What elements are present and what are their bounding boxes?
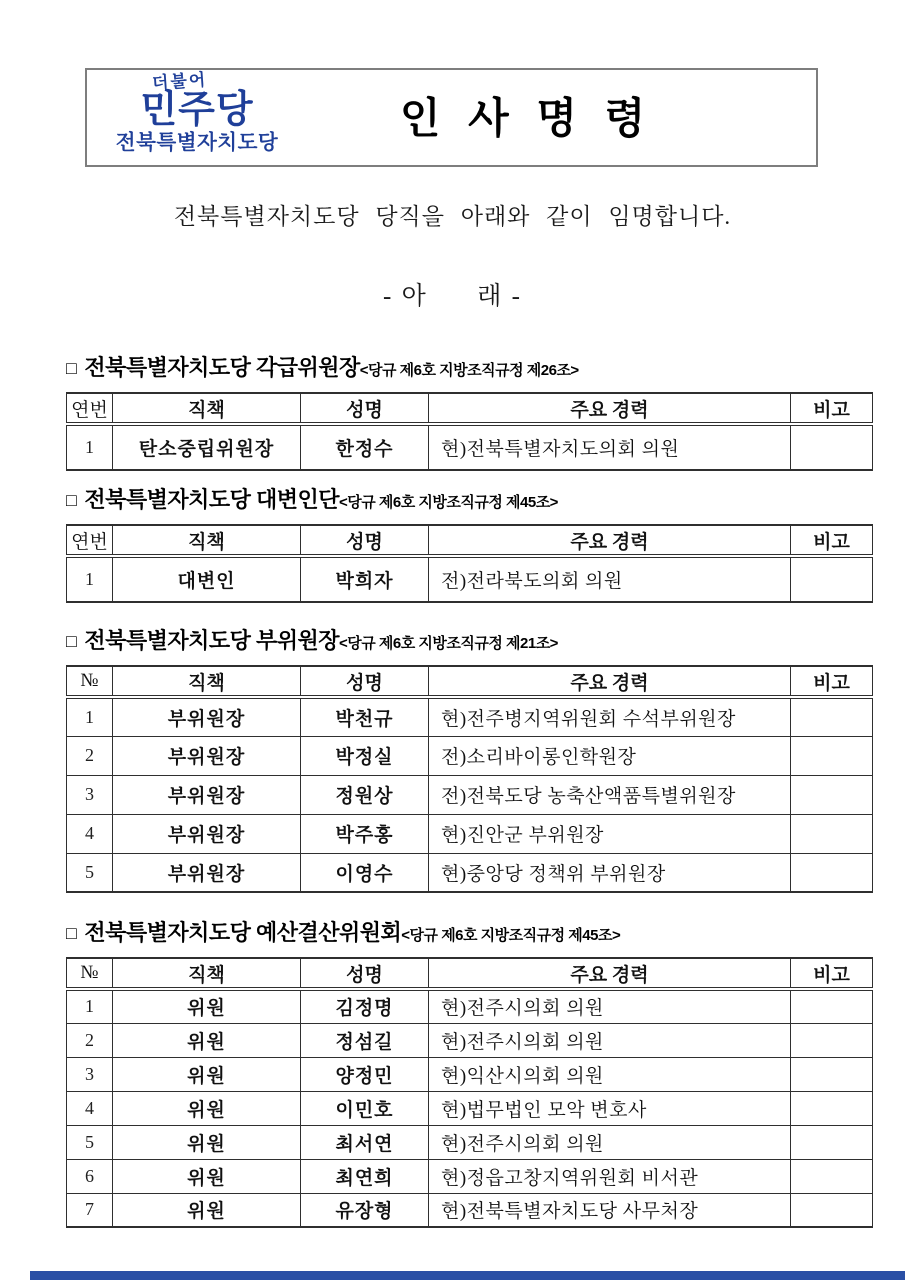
row-number-cell: 2: [67, 736, 113, 775]
column-header: 비고: [791, 393, 873, 424]
column-header: 연번: [67, 393, 113, 424]
column-header: 주요 경력: [429, 666, 791, 697]
name-cell: 이영수: [301, 853, 429, 892]
position-cell: 위원: [113, 1193, 301, 1227]
section-heading: [66, 487, 872, 516]
career-cell: 현)전북특별자치도당 사무처장: [429, 1193, 791, 1227]
position-cell: 위원: [113, 989, 301, 1023]
column-header: 성명: [301, 958, 429, 989]
column-header: 직책: [113, 393, 301, 424]
header-row: [67, 393, 873, 424]
name-cell: 박천규: [301, 697, 429, 736]
name-cell: 유장형: [301, 1193, 429, 1227]
name-cell: 한정수: [301, 424, 429, 470]
note-cell: [791, 853, 873, 892]
column-header: 연번: [67, 525, 113, 556]
position-cell: 대변인: [113, 556, 301, 602]
name-cell: 최연희: [301, 1159, 429, 1193]
personnel-table: [66, 957, 873, 1228]
section-heading: [66, 628, 872, 657]
page-bottom-scan-bar: [30, 1271, 905, 1280]
position-cell: 부위원장: [113, 775, 301, 814]
career-cell: 현)전주시의회 의원: [429, 1023, 791, 1057]
table-row: [67, 989, 873, 1023]
note-cell: [791, 1125, 873, 1159]
section-heading: [66, 920, 872, 949]
section-title: 전북특별자치도당 예산결산위원회: [84, 920, 402, 945]
note-cell: [791, 775, 873, 814]
column-header: 주요 경력: [429, 393, 791, 424]
column-header: 직책: [113, 958, 301, 989]
name-cell: 박주홍: [301, 814, 429, 853]
row-number-cell: 3: [67, 1057, 113, 1091]
note-cell: [791, 736, 873, 775]
section-heading: [66, 355, 872, 384]
table-row: [67, 736, 873, 775]
position-cell: 부위원장: [113, 853, 301, 892]
note-cell: [791, 424, 873, 470]
note-cell: [791, 1091, 873, 1125]
note-cell: [791, 556, 873, 602]
career-cell: 현)진안군 부위원장: [429, 814, 791, 853]
name-cell: 이민호: [301, 1091, 429, 1125]
column-header: 직책: [113, 666, 301, 697]
personnel-table: [66, 524, 873, 603]
position-cell: 위원: [113, 1023, 301, 1057]
name-cell: 김정명: [301, 989, 429, 1023]
table-row: [67, 424, 873, 470]
table-row: [67, 1023, 873, 1057]
header-row: [67, 525, 873, 556]
career-cell: 현)중앙당 정책위 부위원장: [429, 853, 791, 892]
section-title: 전북특별자치도당 부위원장: [84, 628, 340, 653]
letterhead-box: [85, 68, 818, 167]
row-number-cell: 1: [67, 697, 113, 736]
name-cell: 박희자: [301, 556, 429, 602]
career-cell: 현)전주시의회 의원: [429, 1125, 791, 1159]
row-number-cell: 1: [67, 556, 113, 602]
table-row: [67, 1159, 873, 1193]
career-cell: 전)전북도당 농축산액품특별위원장: [429, 775, 791, 814]
table-row: [67, 775, 873, 814]
section-title: 전북특별자치도당 대변인단: [84, 487, 340, 512]
table-row: [67, 1057, 873, 1091]
square-bullet-icon: □: [66, 358, 77, 378]
career-cell: 현)전북특별자치도의회 의원: [429, 424, 791, 470]
table-row: [67, 853, 873, 892]
position-cell: 위원: [113, 1091, 301, 1125]
column-header: 비고: [791, 958, 873, 989]
name-cell: 정섬길: [301, 1023, 429, 1057]
row-number-cell: 4: [67, 1091, 113, 1125]
position-cell: 부위원장: [113, 697, 301, 736]
section-spokespersons: [66, 487, 872, 603]
column-header: №: [67, 666, 113, 697]
header-row: [67, 958, 873, 989]
section-rule-note: <당규 제6호 지방조직규정 제45조>: [401, 927, 621, 944]
name-cell: 최서연: [301, 1125, 429, 1159]
career-cell: 현)정읍고창지역위원회 비서관: [429, 1159, 791, 1193]
career-cell: 현)전주병지역위원회 수석부위원장: [429, 697, 791, 736]
section-title: 전북특별자치도당 각급위원장: [84, 355, 360, 380]
table-row: [67, 1091, 873, 1125]
row-number-cell: 7: [67, 1193, 113, 1227]
note-cell: [791, 1159, 873, 1193]
personnel-table: [66, 665, 873, 893]
name-cell: 정원상: [301, 775, 429, 814]
position-cell: 위원: [113, 1057, 301, 1091]
row-number-cell: 1: [67, 989, 113, 1023]
note-cell: [791, 1023, 873, 1057]
note-cell: [791, 814, 873, 853]
note-cell: [791, 989, 873, 1023]
position-cell: 부위원장: [113, 736, 301, 775]
position-cell: 위원: [113, 1159, 301, 1193]
table-row: [67, 1193, 873, 1227]
square-bullet-icon: □: [66, 631, 77, 651]
header-row: [67, 666, 873, 697]
column-header: 직책: [113, 525, 301, 556]
table-row: [67, 814, 873, 853]
career-cell: 전)소리바이롱인학원장: [429, 736, 791, 775]
position-cell: 위원: [113, 1125, 301, 1159]
table-row: [67, 1125, 873, 1159]
note-cell: [791, 1193, 873, 1227]
column-header: 주요 경력: [429, 525, 791, 556]
section-budget-committee: [66, 920, 872, 1228]
section-rule-note: <당규 제6호 지방조직규정 제26조>: [359, 362, 579, 379]
column-header: 비고: [791, 525, 873, 556]
career-cell: 전)전라북도의회 의원: [429, 556, 791, 602]
table-row: [67, 697, 873, 736]
section-committee-chairs: [66, 355, 872, 471]
note-cell: [791, 697, 873, 736]
section-rule-note: <당규 제6호 지방조직규정 제45조>: [339, 494, 558, 511]
square-bullet-icon: □: [66, 490, 77, 510]
below-marker: - 아 래 -: [383, 283, 522, 310]
career-cell: 현)익산시의회 의원: [429, 1057, 791, 1091]
position-cell: 탄소중립위원장: [113, 424, 301, 470]
column-header: №: [67, 958, 113, 989]
document-title: 인 사 명 령: [399, 94, 654, 142]
column-header: 성명: [301, 525, 429, 556]
name-cell: 양정민: [301, 1057, 429, 1091]
section-vice-chairs: [66, 628, 872, 893]
row-number-cell: 4: [67, 814, 113, 853]
column-header: 비고: [791, 666, 873, 697]
position-cell: 부위원장: [113, 814, 301, 853]
logo-slogan: 더불어: [151, 70, 209, 93]
intro-text: 전북특별자치도당 당직을 아래와 같이 임명합니다.: [173, 204, 732, 229]
logo-party-name: 민주당: [140, 89, 254, 132]
career-cell: 현)법무법인 모악 변호사: [429, 1091, 791, 1125]
row-number-cell: 5: [67, 853, 113, 892]
note-cell: [791, 1057, 873, 1091]
table-row: [67, 556, 873, 602]
name-cell: 박정실: [301, 736, 429, 775]
row-number-cell: 5: [67, 1125, 113, 1159]
row-number-cell: 6: [67, 1159, 113, 1193]
column-header: 주요 경력: [429, 958, 791, 989]
column-header: 성명: [301, 666, 429, 697]
row-number-cell: 1: [67, 424, 113, 470]
row-number-cell: 2: [67, 1023, 113, 1057]
logo-chapter-name: 전북특별자치도당: [115, 131, 279, 155]
personnel-table: [66, 392, 873, 471]
career-cell: 현)전주시의회 의원: [429, 989, 791, 1023]
section-rule-note: <당규 제6호 지방조직규정 제21조>: [339, 635, 558, 652]
column-header: 성명: [301, 393, 429, 424]
row-number-cell: 3: [67, 775, 113, 814]
square-bullet-icon: □: [66, 923, 77, 943]
